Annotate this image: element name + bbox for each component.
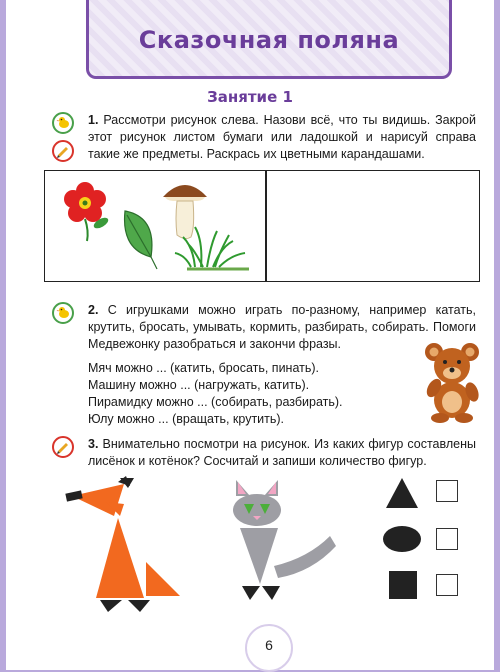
page-number: 6 xyxy=(245,624,293,672)
phrase-pyramid: Пирамидку можно ... (собирать, разбирать). xyxy=(88,395,343,409)
square-count-box[interactable] xyxy=(436,574,458,596)
task-3 xyxy=(88,436,476,470)
cat-paw-triangle xyxy=(262,586,280,600)
phrase-car: Машину можно ... (нагружать, катить). xyxy=(88,378,310,392)
cat-paw-triangle xyxy=(242,586,260,600)
cat-body-triangle xyxy=(240,528,278,584)
bird-icon xyxy=(52,112,74,134)
frame-left-picture xyxy=(45,171,263,279)
cat-figure xyxy=(220,474,360,614)
fox-tail-triangle xyxy=(146,562,180,596)
triangle-count-box[interactable] xyxy=(436,480,458,502)
cat-head-ellipse xyxy=(233,494,281,526)
pencil-icon xyxy=(52,436,74,458)
square-shape-icon xyxy=(388,570,418,600)
ellipse-count-box[interactable] xyxy=(436,528,458,550)
phrase-top: Юлу можно ... (вращать, крутить). xyxy=(88,412,285,426)
ellipse-shape-icon xyxy=(382,525,422,553)
page-title: Сказочная поляна xyxy=(138,26,400,54)
triangle-shape-icon xyxy=(384,476,420,510)
task-1-text: Рассмотри рисунок слева. Назови всё, что ты видишь. Закрой этот рисунок листом бумаги или ладошкой и нарисуй справа такие же предметы. Раскрась их цветными карандашами. xyxy=(88,113,476,161)
task-1-number: 1. xyxy=(88,113,99,127)
fox-nose-rect xyxy=(65,490,82,501)
task-2-number: 2. xyxy=(88,303,99,317)
task-2 xyxy=(88,302,476,353)
task-3-number: 3. xyxy=(88,437,99,451)
flower-icon xyxy=(64,182,110,241)
drawing-frame xyxy=(44,170,480,282)
header-banner xyxy=(86,0,452,79)
lesson-title: Занятие 1 xyxy=(207,88,293,106)
fox-paw-triangle xyxy=(128,600,150,612)
task-2-text: С игрушками можно играть по-разному, например катать, крутить, бросать, умывать, кормить, разбирать, собирать. Помоги Медвежонку разобраться и закончи фразы. xyxy=(88,303,476,351)
fox-paw-triangle xyxy=(100,600,122,612)
frame-divider xyxy=(265,171,267,281)
mushroom-icon xyxy=(163,185,207,239)
task-3-text: Внимательно посмотри на рисунок. Из каких фигур составлены лисёнок и котёнок? Сосчитай и запиши количество фигур. xyxy=(88,437,476,468)
bear-icon xyxy=(420,340,490,424)
pencil-icon xyxy=(52,140,74,162)
fox-body-triangle xyxy=(96,518,144,598)
leaf-icon xyxy=(125,211,157,269)
fox-figure xyxy=(60,474,210,614)
bird-icon xyxy=(52,302,74,324)
cat-tail xyxy=(274,536,336,578)
phrase-ball: Мяч можно ... (катить, бросать, пинать). xyxy=(88,361,320,375)
task-1 xyxy=(88,112,476,163)
